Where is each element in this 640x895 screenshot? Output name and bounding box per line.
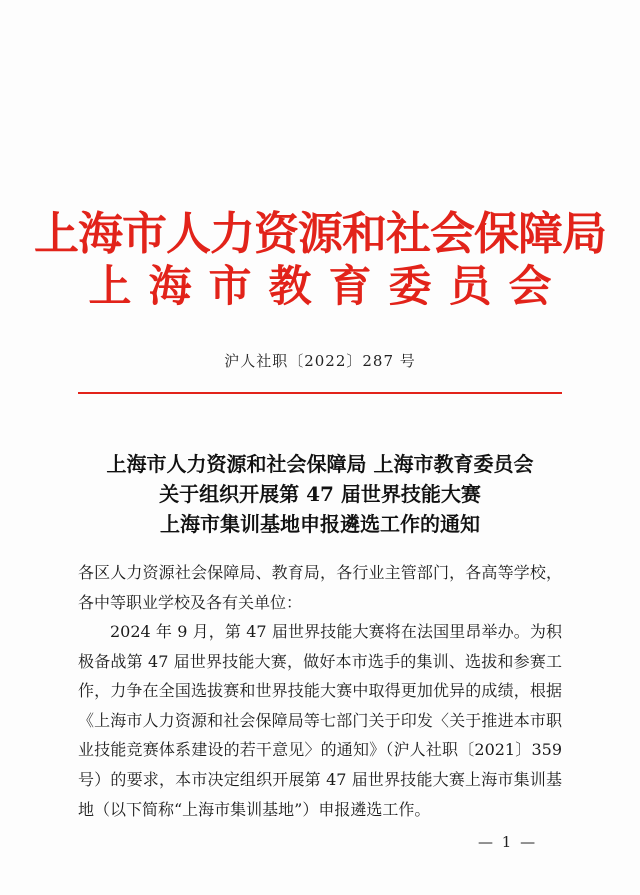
issuer-header-line-1: 上海市人力资源和社会保障局: [33, 207, 606, 260]
document-title-line-3: 上海市集训基地申报遴选工作的通知: [160, 512, 480, 536]
body-paragraph-1: 2024 年 9 月，第 47 届世界技能大赛将在法国里昂举办。为积极备战第 47 届世界技能大赛，做好本市选手的集训、选拔和参赛工作，力争在全国选拔赛和世界技能大赛中取得更加优异的成绩，根据《上海市人力资源和社会保障局等七部门关于印发〈关于推进本市职业技能竞赛体系建设的若干意见〉的通知》（沪人社职〔2021〕359 号）的要求，本市决定组织开展第 47 届世界技能大赛上海市集训基地（以下简称“上海市集训基地”）申报遴选工作。: [78, 622, 562, 819]
red-divider-line: [78, 392, 562, 394]
document-title-line-2: 关于组织开展第 47 届世界技能大赛: [159, 482, 481, 506]
document-number: 沪人社职〔2022〕287 号: [224, 352, 416, 370]
document-title-line-1: 上海市人力资源和社会保障局 上海市教育委员会: [106, 452, 534, 476]
issuer-header-line-2: 上海市教育委员会: [88, 262, 569, 312]
page-number: — 1 —: [478, 833, 538, 851]
salutation: 各区人力资源社会保障局、教育局，各行业主管部门，各高等学校，各中等职业学校及各有关单位：: [78, 563, 562, 612]
